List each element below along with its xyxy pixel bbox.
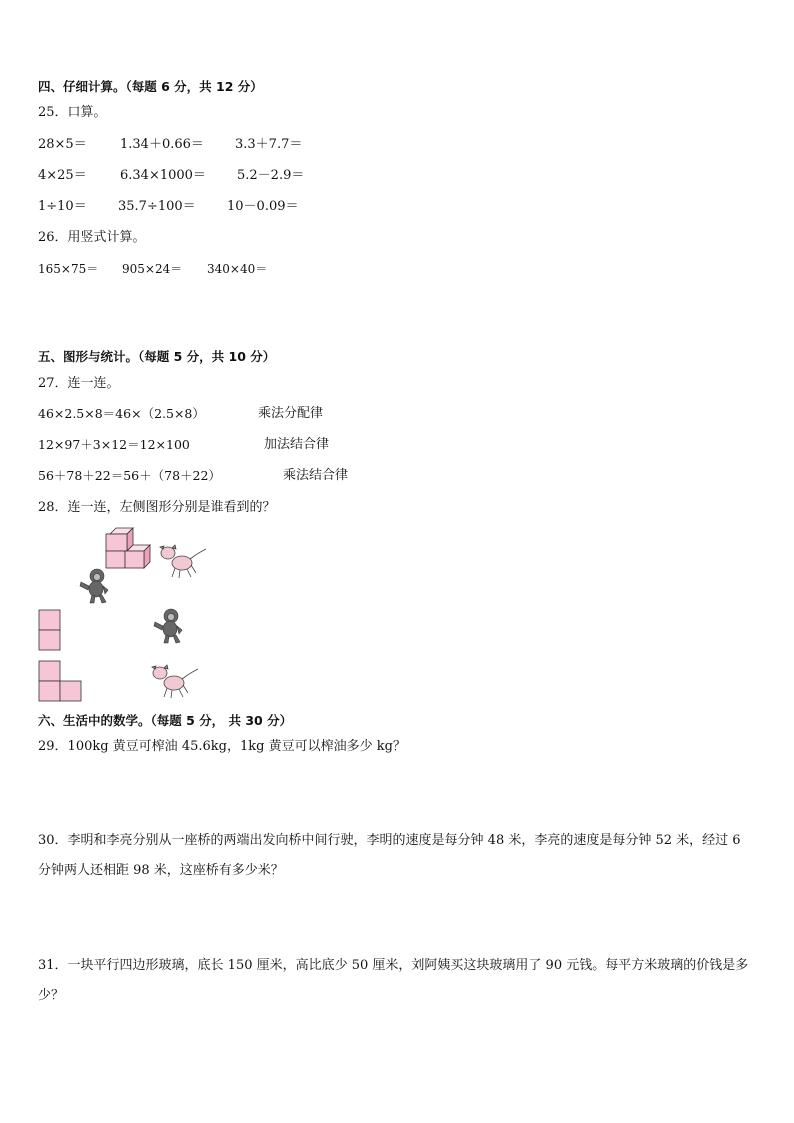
monkey-icon <box>78 568 114 604</box>
q28-label: 28．连一连，左侧图形分别是谁看到的？ <box>38 500 276 515</box>
q25-item: 10－0.09＝ <box>227 199 299 214</box>
section-5-heading: 五、图形与统计。（每题 5 分，共 10 分） <box>38 349 276 364</box>
side-view-icon <box>38 660 83 704</box>
q26-item: 340×40＝ <box>207 262 268 276</box>
q25-item: 5.2－2.9＝ <box>237 168 305 183</box>
q25-item: 6.34×1000＝ <box>120 168 206 183</box>
q25-item: 1.34＋0.66＝ <box>120 137 204 152</box>
q25-label: 25．口算。 <box>38 105 107 120</box>
dog-icon <box>160 545 208 580</box>
q27-right-item: 乘法结合律 <box>283 468 349 483</box>
front-view-icon <box>38 609 62 653</box>
q31-text: 31．一块平行四边形玻璃，底长 150 厘米，高比底少 50 厘米，刘阿姨买这块玻璃用了 90 元钱。每平方米玻璃的价钱是多少？ <box>38 958 749 1003</box>
q25-item: 1÷10＝ <box>38 199 87 214</box>
q29-text: 29．100kg 黄豆可榨油 45.6kg，1kg 黄豆可以榨油多少 kg？ <box>38 739 406 754</box>
dog-icon <box>152 665 200 700</box>
q26-item: 165×75＝ <box>38 262 99 276</box>
q25-item: 28×5＝ <box>38 137 87 152</box>
q27-right-item: 乘法分配律 <box>258 406 324 421</box>
section-6-heading: 六、生活中的数学。（每题 5 分， 共 30 分） <box>38 713 293 728</box>
q27-left-item: 12×97＋3×12＝12×100 <box>38 437 190 452</box>
monkey-icon <box>152 608 188 644</box>
q26-item: 905×24＝ <box>122 262 183 276</box>
q27-left-item: 56＋78＋22＝56＋（78＋22） <box>38 468 221 483</box>
q25-item: 3.3＋7.7＝ <box>235 137 303 152</box>
section-4-heading: 四、仔细计算。（每题 6 分，共 12 分） <box>38 79 263 94</box>
q27-left-item: 46×2.5×8＝46×（2.5×8） <box>38 406 205 421</box>
q26-label: 26．用竖式计算。 <box>38 230 146 245</box>
q25-item: 4×25＝ <box>38 168 87 183</box>
q25-item: 35.7÷100＝ <box>118 199 196 214</box>
q30-text: 30．李明和李亮分别从一座桥的两端出发向桥中间行驶，李明的速度是每分钟 48 米，李亮的速度是每分钟 52 米，经过 6 分钟两人还相距 98 米，这座桥有多少米？ <box>38 833 741 878</box>
q27-label: 27．连一连。 <box>38 376 120 391</box>
q27-right-item: 加法结合律 <box>264 437 330 452</box>
